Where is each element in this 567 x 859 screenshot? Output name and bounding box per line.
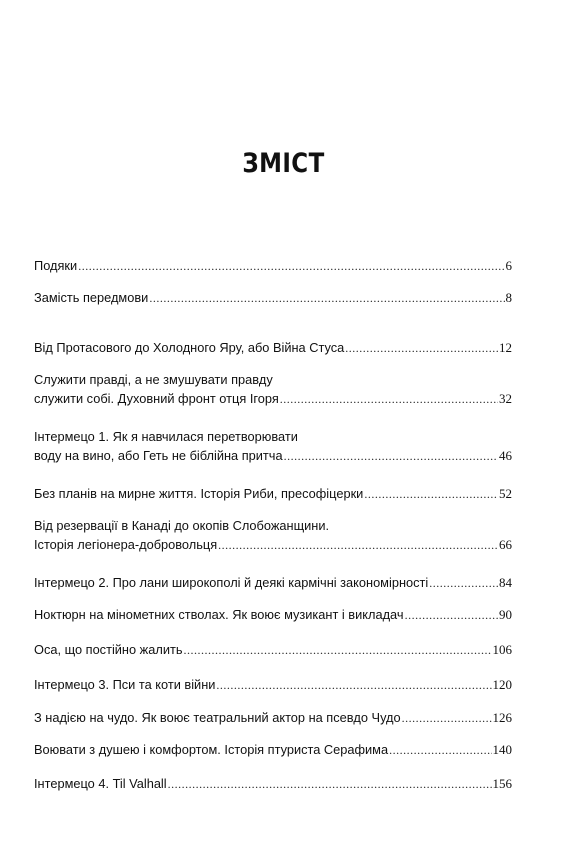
dot-leader bbox=[284, 447, 498, 466]
dot-leader bbox=[405, 606, 498, 625]
toc-entry-title: Інтермецо 4. Til Valhall bbox=[34, 776, 167, 791]
toc-entry-line bbox=[34, 339, 512, 358]
toc-entry-line bbox=[34, 775, 512, 794]
dot-leader bbox=[402, 709, 492, 728]
toc-entry-line bbox=[34, 574, 512, 593]
toc-entry-line bbox=[34, 676, 512, 695]
dot-leader bbox=[78, 257, 504, 276]
toc-page-number: 126 bbox=[492, 710, 512, 725]
toc-entry[interactable] bbox=[34, 606, 512, 625]
toc-entry-title: Ноктюрн на мінометних стволах. Як воює музикант і викладач bbox=[34, 607, 404, 622]
toc-page-number: 84 bbox=[499, 575, 512, 590]
toc-entry-title: Від резервації в Канаді до окопів Слобожанщини. bbox=[34, 518, 330, 533]
toc-page-number: 8 bbox=[505, 290, 512, 305]
toc-entry-line bbox=[34, 709, 512, 728]
toc-page-number: 156 bbox=[492, 776, 512, 791]
toc-page-number: 52 bbox=[499, 486, 512, 501]
toc-entry[interactable] bbox=[34, 741, 512, 760]
toc-entry-title: воду на вино, або Геть не біблійна притча bbox=[34, 447, 283, 463]
toc-entry-line bbox=[34, 428, 512, 447]
dot-leader bbox=[429, 574, 498, 593]
toc-entry-title: Замість передмови bbox=[34, 290, 149, 305]
toc-entry[interactable] bbox=[34, 775, 512, 794]
toc-entry-title: Інтермецо 3. Пси та коти війни bbox=[34, 677, 216, 692]
toc-page-number: 90 bbox=[499, 607, 512, 622]
toc-entry-title: Без планів на мирне життя. Історія Риби, пресофіцерки bbox=[34, 486, 364, 501]
dot-leader bbox=[389, 741, 491, 760]
toc-entry[interactable] bbox=[34, 574, 512, 593]
toc-entry[interactable] bbox=[34, 676, 512, 695]
toc-entry-title: Історія легіонера-добровольця bbox=[34, 536, 218, 552]
toc-entry[interactable] bbox=[34, 641, 512, 660]
toc-entry-line bbox=[34, 390, 512, 409]
toc-entry-line bbox=[34, 257, 512, 276]
toc-page-number: 46 bbox=[499, 447, 512, 463]
dot-leader bbox=[216, 676, 491, 695]
toc-entry-line bbox=[34, 741, 512, 760]
toc-entry-line bbox=[34, 371, 512, 390]
toc-entry-title: Оса, що постійно жалить bbox=[34, 642, 183, 657]
page-title: ЗМІСТ bbox=[242, 148, 325, 179]
toc-page-number: 12 bbox=[499, 340, 512, 355]
dot-leader bbox=[364, 485, 498, 504]
dot-leader bbox=[280, 390, 498, 409]
toc-entry-title: Служити правді, а не змушувати правду bbox=[34, 372, 273, 387]
toc-entry[interactable] bbox=[34, 339, 512, 358]
dot-leader bbox=[168, 775, 492, 794]
toc-entry-title: Інтермецо 1. Як я навчилася перетворювати bbox=[34, 429, 298, 444]
toc-entry-title: служити собі. Духовний фронт отця Ігоря bbox=[34, 390, 279, 406]
toc-page-number: 6 bbox=[505, 258, 512, 273]
dot-leader bbox=[218, 536, 498, 555]
toc-page-number: 66 bbox=[499, 536, 512, 552]
toc-entry[interactable] bbox=[34, 371, 512, 408]
dot-leader bbox=[184, 641, 492, 660]
toc-entry[interactable] bbox=[34, 289, 512, 308]
toc-entry-line bbox=[34, 606, 512, 625]
toc-page-number: 140 bbox=[492, 742, 512, 757]
toc-entry-line bbox=[34, 536, 512, 555]
dot-leader bbox=[149, 289, 504, 308]
toc-page-number: 120 bbox=[492, 677, 512, 692]
toc-entry-title: Від Протасового до Холодного Яру, або Війна Стуса bbox=[34, 340, 345, 355]
toc-entry-line bbox=[34, 641, 512, 660]
toc-entry-line bbox=[34, 485, 512, 504]
toc-entry-title: Інтермецо 2. Про лани широкополі й деякі кармічні закономірності bbox=[34, 575, 429, 590]
toc-entry-line bbox=[34, 289, 512, 308]
toc-entry-line bbox=[34, 517, 512, 536]
toc-entry-line bbox=[34, 447, 512, 466]
dot-leader bbox=[345, 339, 498, 358]
toc-page-number: 32 bbox=[499, 390, 512, 406]
toc-entry[interactable] bbox=[34, 257, 512, 276]
toc-entry[interactable] bbox=[34, 428, 512, 465]
toc-entry[interactable] bbox=[34, 709, 512, 728]
toc-entry[interactable] bbox=[34, 485, 512, 504]
toc-entry-title: З надією на чудо. Як воює театральний актор на псевдо Чудо bbox=[34, 710, 401, 725]
toc-entry[interactable] bbox=[34, 517, 512, 554]
toc-entry-title: Воювати з душею і комфортом. Історія птуриста Серафима bbox=[34, 742, 389, 757]
toc-entry-title: Подяки bbox=[34, 258, 78, 273]
toc-page-number: 106 bbox=[492, 642, 512, 657]
